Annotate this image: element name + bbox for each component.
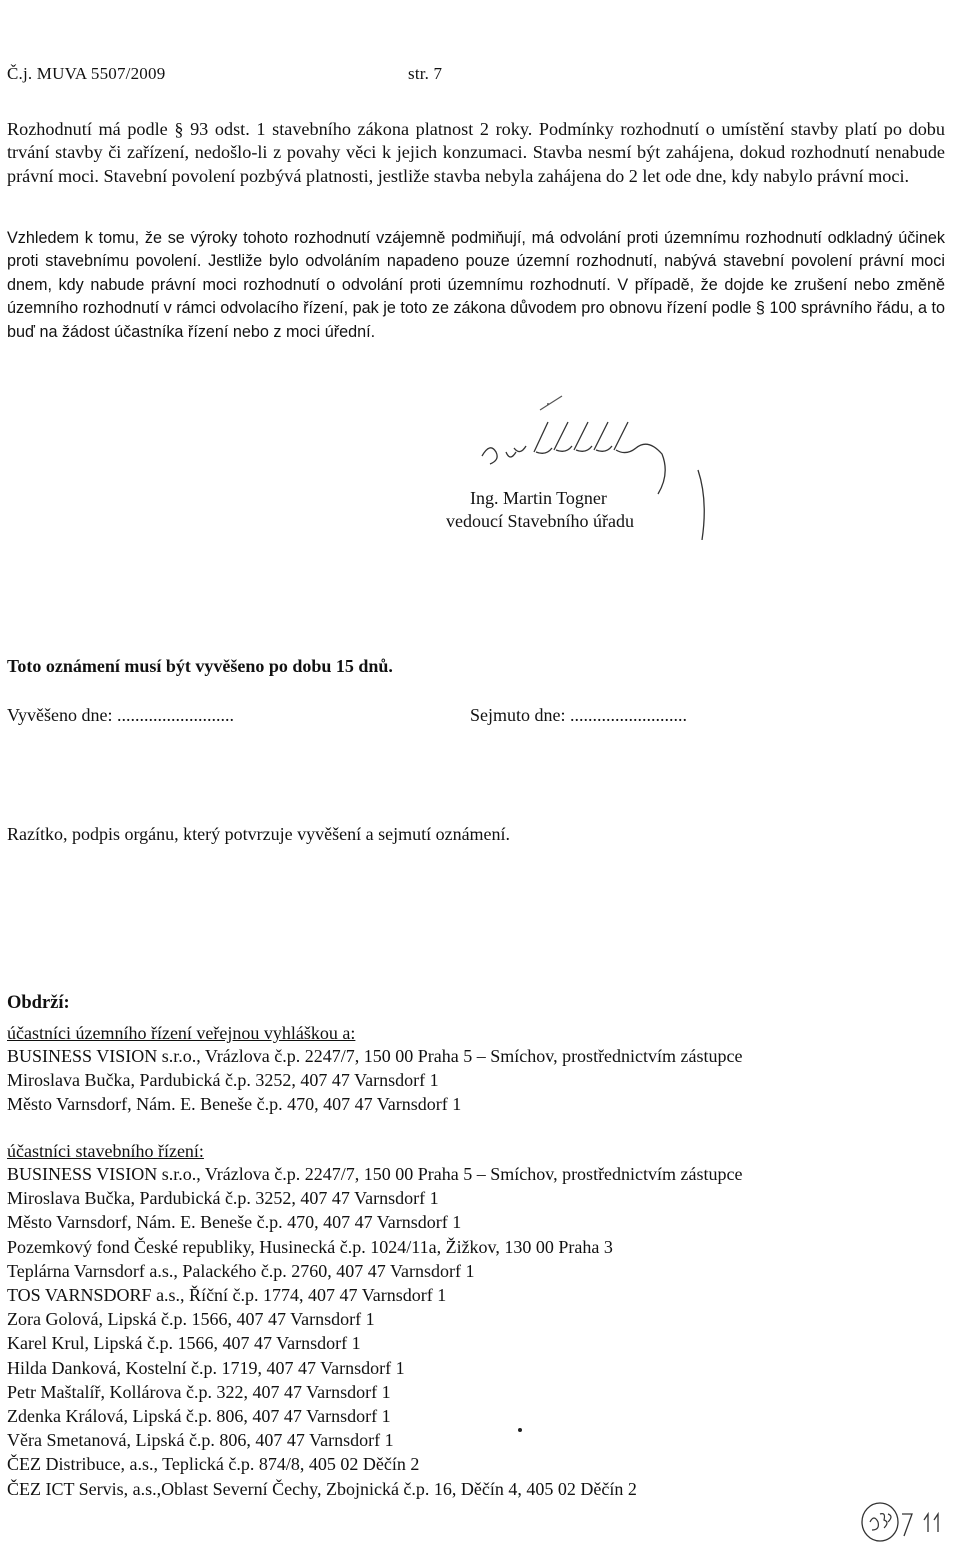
list-item: Věra Smetanová, Lipská č.p. 806, 407 47 Varnsdorf 1 <box>7 1430 394 1451</box>
list-item: Teplárna Varnsdorf a.s., Palackého č.p. 2760, 407 47 Varnsdorf 1 <box>7 1260 475 1281</box>
list-item: ČEZ Distribuce, a.s., Teplická č.p. 874/8, 405 02 Děčín 2 <box>7 1454 420 1475</box>
list-item: Karel Krul, Lipská č.p. 1566, 407 47 Varnsdorf 1 <box>7 1333 361 1354</box>
reference-number: Č.j. MUVA 5507/2009 <box>7 64 166 83</box>
signatory-name: Ing. Martin Togner <box>470 488 607 508</box>
list-item: TOS VARNSDORF a.s., Říční č.p. 1774, 407 47 Varnsdorf 1 <box>7 1285 447 1306</box>
posted-date-field: Vyvěšeno dne: .......................... <box>7 705 234 725</box>
list-item: Zdenka Králová, Lipská č.p. 806, 407 47 Varnsdorf 1 <box>7 1406 391 1427</box>
removed-date-field: Sejmuto dne: .......................... <box>470 705 687 725</box>
list-item: Pozemkový fond České republiky, Husinecká č.p. 1024/11a, Žižkov, 130 00 Praha 3 <box>7 1236 613 1257</box>
building-participants-heading: účastníci stavebního řízení: <box>7 1141 204 1161</box>
posting-notice: Toto oznámení musí být vyvěšeno po dobu 15 dnů. <box>7 656 393 676</box>
list-item: Petr Maštalíř, Kollárova č.p. 322, 407 47 Varnsdorf 1 <box>7 1381 391 1402</box>
list-item: BUSINESS VISION s.r.o., Vrázlova č.p. 2247/7, 150 00 Praha 5 – Smíchov, prostřednictvím zástupce <box>7 1046 743 1066</box>
list-item: Město Varnsdorf, Nám. E. Beneše č.p. 470, 407 47 Varnsdorf 1 <box>7 1094 462 1115</box>
list-item: BUSINESS VISION s.r.o., Vrázlova č.p. 2247/7, 150 00 Praha 5 – Smíchov, prostřednictvím zástupce <box>7 1164 743 1184</box>
list-item: Město Varnsdorf, Nám. E. Beneše č.p. 470, 407 47 Varnsdorf 1 <box>7 1212 462 1233</box>
list-item: ČEZ ICT Servis, a.s.,Oblast Severní Čechy, Zbojnická č.p. 16, Děčín 4, 405 02 Děčín 2 <box>7 1478 637 1499</box>
list-item: Hilda Danková, Kostelní č.p. 1719, 407 47 Varnsdorf 1 <box>7 1357 405 1378</box>
list-item: Miroslava Bučka, Pardubická č.p. 3252, 407 47 Varnsdorf 1 <box>7 1188 439 1209</box>
page-number: str. 7 <box>408 64 443 83</box>
zoning-participants-list <box>7 1044 743 1117</box>
stamp-signature-note: Razítko, podpis orgánu, který potvrzuje vyvěšení a sejmutí oznámení. <box>7 824 511 844</box>
recipients-heading: Obdrží: <box>7 993 70 1013</box>
zoning-participants-heading: účastníci územního řízení veřejnou vyhláškou a: <box>7 1023 356 1043</box>
signatory-role: vedoucí Stavebního úřadu <box>446 511 634 531</box>
ink-dot <box>518 1428 522 1432</box>
list-item: Zora Golová, Lipská č.p. 1566, 407 47 Varnsdorf 1 <box>7 1309 375 1330</box>
building-participants-list <box>7 1162 743 1501</box>
validity-paragraph: Rozhodnutí má podle § 93 odst. 1 stavebního zákona platnost 2 roky. Podmínky rozhodnutí o umístění stavby platí po dobu trvání stavby či zařízení, nedošlo-li z povahy věci k jejich konzumaci. Stavba nesmí být zahájena, dokud rozhodnutí nenabude právní moci. Stavební povolení pozbývá platnosti, jestliže stavba nebyla zahájena do 2 let ode dne, kdy nabylo právní moci. <box>7 119 945 186</box>
handwritten-page-mark <box>858 1500 948 1546</box>
list-item: Miroslava Bučka, Pardubická č.p. 3252, 407 47 Varnsdorf 1 <box>7 1070 439 1091</box>
appeal-paragraph: Vzhledem k tomu, že se výroky tohoto rozhodnutí vzájemně podmiňují, má odvolání proti územnímu rozhodnutí odkladný účinek proti stavebnímu povolení. Jestliže bylo odvoláním napadeno pouze územní rozhodnutí, nabývá stavební povolení právní moci dnem, kdy nabude právní moci rozhodnutí o odvolání proti územnímu rozhodnutí. V případě, že dojde ke zrušení nebo změně územního rozhodnutí v rámci odvolacího řízení, pak je toto ze zákona důvodem pro obnovu řízení podle § 100 správního řádu, a to buď na žádost účastníka řízení nebo z moci úřední. <box>7 229 945 341</box>
